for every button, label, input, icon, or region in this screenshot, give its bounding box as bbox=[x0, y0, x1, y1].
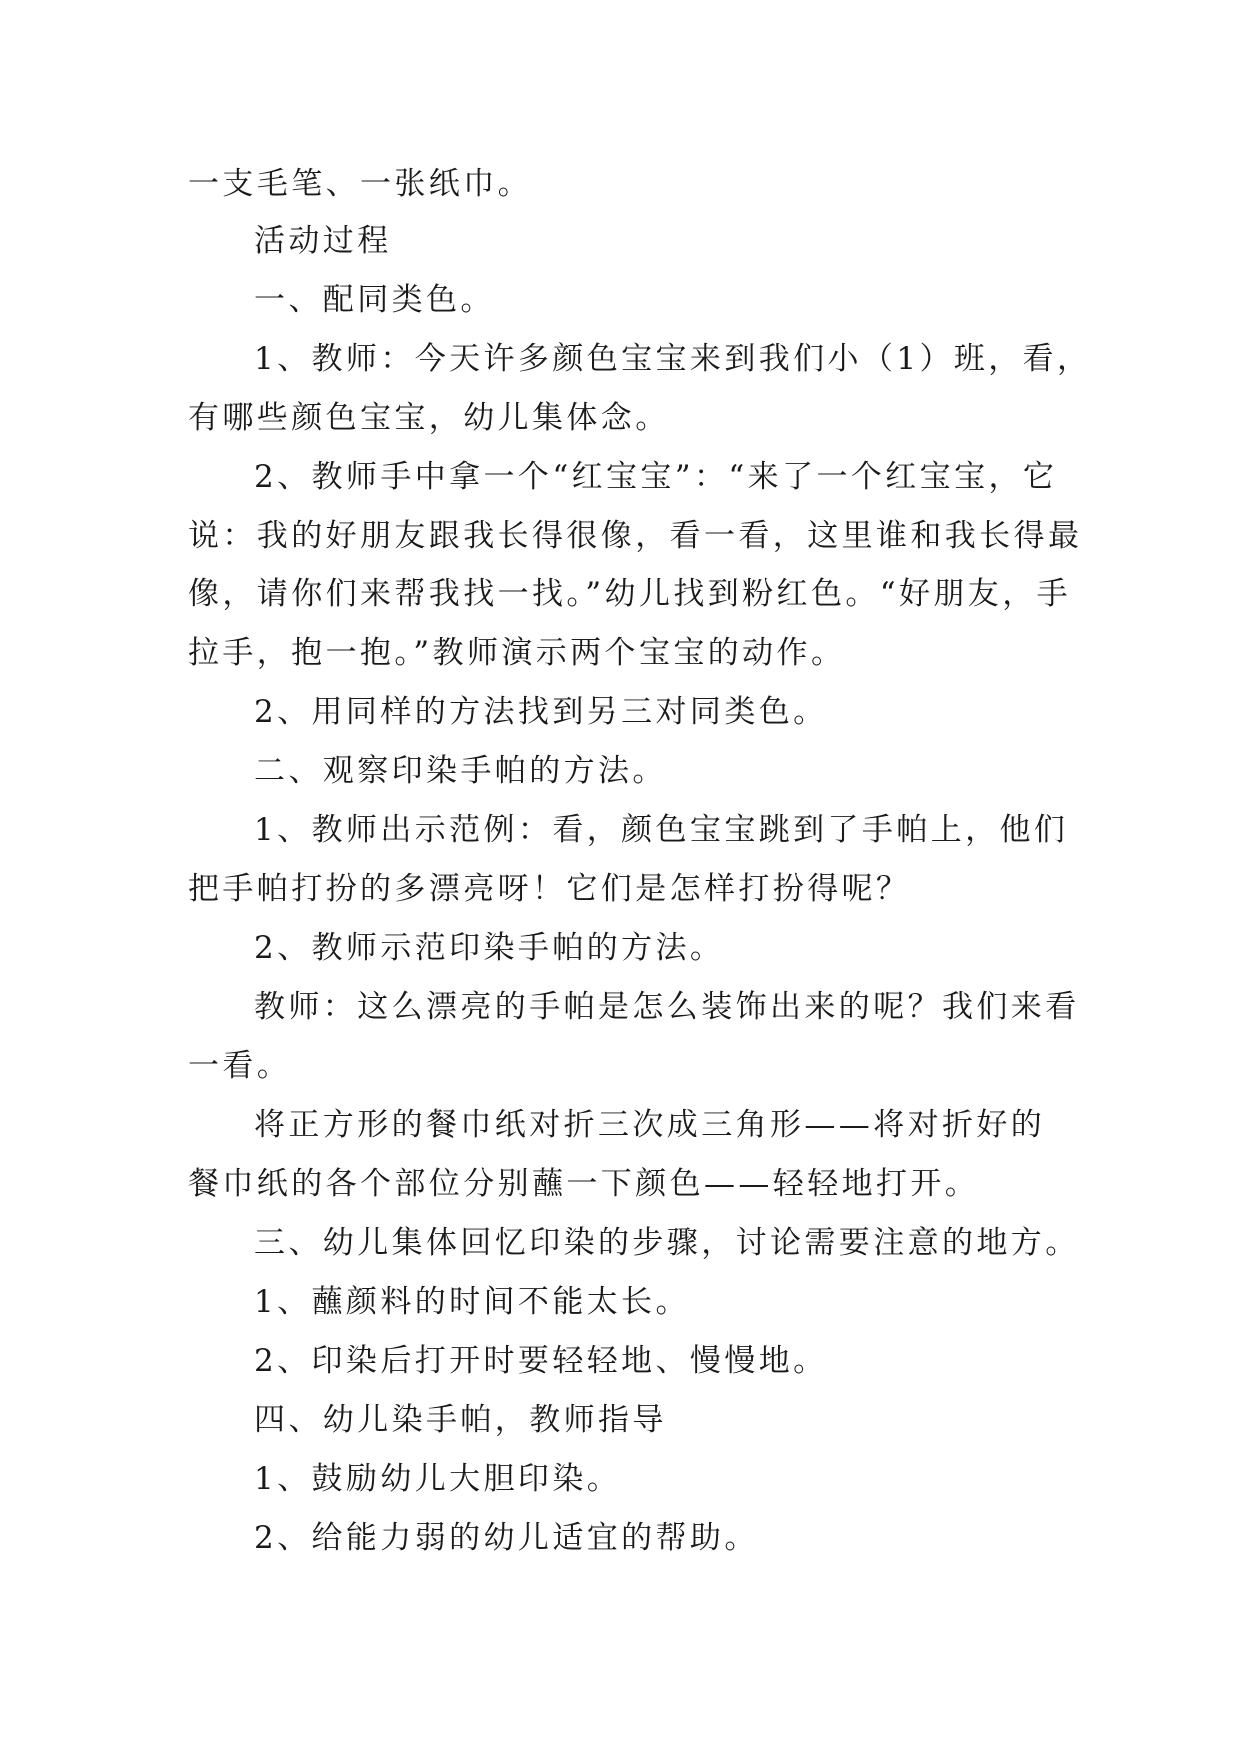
paragraph-line: 1、教师：今天许多颜色宝宝来到我们小（1）班，看， bbox=[254, 341, 1092, 377]
section-heading: 二、观察印染手帕的方法。 bbox=[254, 753, 667, 789]
section-heading: 一、配同类色。 bbox=[254, 282, 495, 318]
paragraph-line: 2、教师示范印染手帕的方法。 bbox=[254, 930, 725, 966]
paragraph-line: 把手帕打扮的多漂亮呀！它们是怎样打扮得呢？ bbox=[188, 871, 911, 907]
section-heading: 四、幼儿染手帕，教师指导 bbox=[254, 1402, 667, 1438]
paragraph-line: 餐巾纸的各个部位分别蘸一下颜色——轻轻地打开。 bbox=[188, 1166, 980, 1202]
paragraph-line: 1、蘸颜料的时间不能太长。 bbox=[254, 1284, 690, 1320]
paragraph-line: 教师：这么漂亮的手帕是怎么装饰出来的呢？我们来看 bbox=[254, 989, 1080, 1025]
paragraph-line: 说：我的好朋友跟我长得很像，看一看，这里谁和我长得最 bbox=[188, 518, 1083, 554]
paragraph-line: 有哪些颜色宝宝，幼儿集体念。 bbox=[188, 400, 670, 436]
paragraph-line: 一看。 bbox=[188, 1048, 292, 1084]
paragraph-line: 像，请你们来帮我找一找。”幼儿找到粉红色。“好朋友，手 bbox=[188, 576, 1071, 612]
paragraph-line: 1、教师出示范例：看，颜色宝宝跳到了手帕上，他们 bbox=[254, 812, 1069, 848]
section-heading: 三、幼儿集体回忆印染的步骤，讨论需要注意的地方。 bbox=[254, 1225, 1080, 1261]
paragraph-line: 1、鼓励幼儿大胆印染。 bbox=[254, 1461, 622, 1497]
paragraph-line: 2、给能力弱的幼儿适宜的帮助。 bbox=[254, 1520, 759, 1556]
paragraph-line: 将正方形的餐巾纸对折三次成三角形——将对折好的 bbox=[254, 1107, 1046, 1143]
paragraph-line: 2、用同样的方法找到另三对同类色。 bbox=[254, 694, 828, 730]
paragraph-line: 2、教师手中拿一个“红宝宝”：“来了一个红宝宝，它 bbox=[254, 459, 1058, 495]
paragraph-line: 拉手，抱一抱。”教师演示两个宝宝的动作。 bbox=[188, 635, 846, 671]
section-heading: 活动过程 bbox=[254, 223, 392, 259]
paragraph-line: 一支毛笔、一张纸巾。 bbox=[188, 166, 532, 202]
paragraph-line: 2、印染后打开时要轻轻地、慢慢地。 bbox=[254, 1343, 828, 1379]
